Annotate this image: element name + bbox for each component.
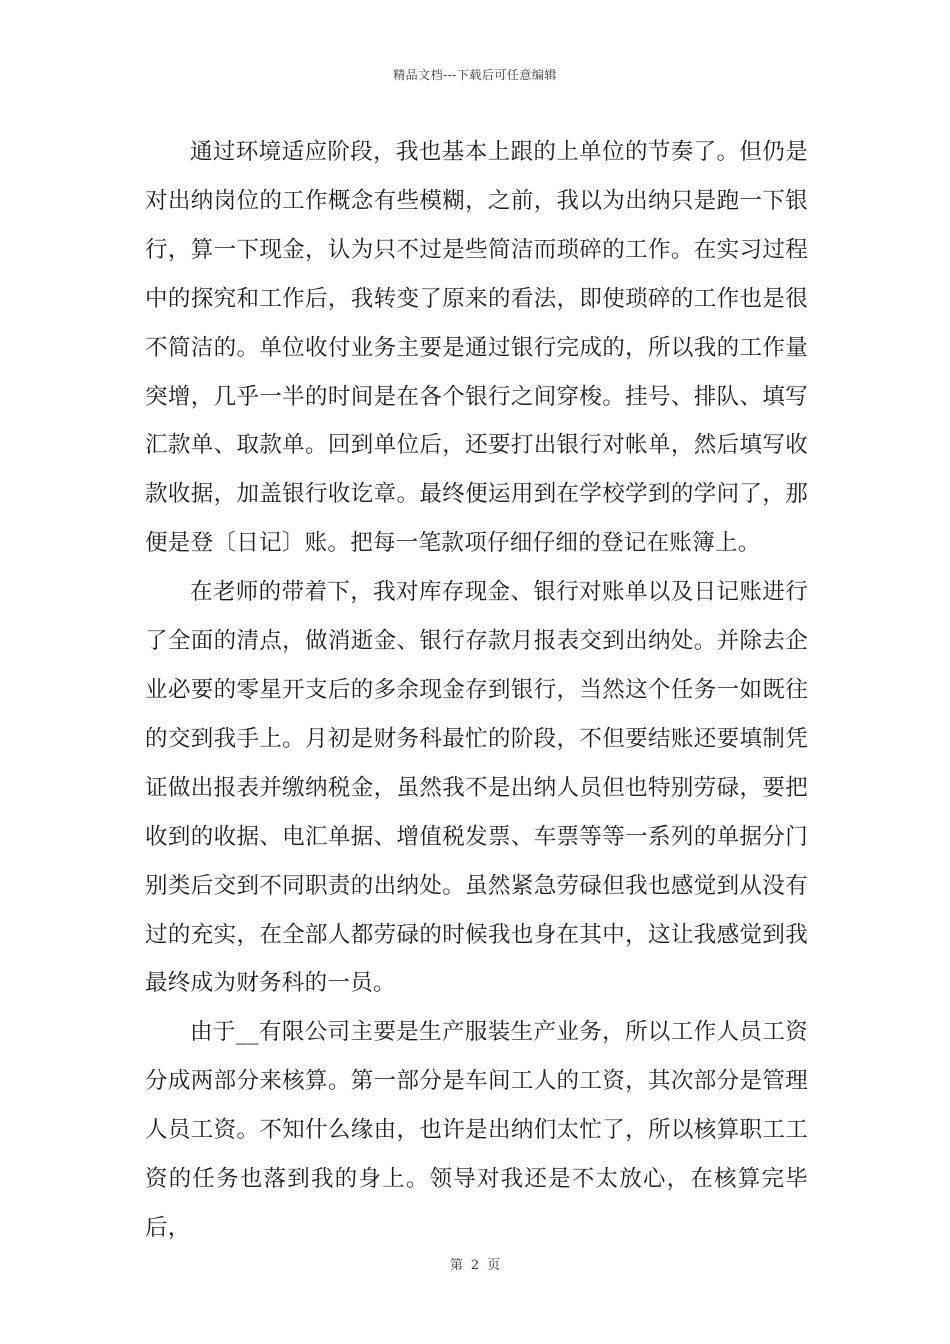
page-header: 精品文档---下载后可任意编辑 — [393, 68, 557, 82]
page-number: 2 — [470, 1258, 480, 1273]
paragraph-3: 由于__有限公司主要是生产服装生产业务，所以工作人员工资分成两部分来核算。第一部分是车间工人的工资，其次部分是管理人员工资。不知什么缘由，也许是出纳们太忙了，所以核算职工工资的任务也落到我的身上。领导对我还是不太放心，在核算完毕后， — [145, 1019, 808, 1241]
paragraph-1: 通过环境适应阶段，我也基本上跟的上单位的节奏了。但仍是对出纳岗位的工作概念有些模糊，之前，我以为出纳只是跑一下银行，算一下现金，认为只不过是些简洁而琐碎的工作。在实习过程中的探究和工作后，我转变了原来的看法，即使琐碎的工作也是很不简洁的。单位收付业务主要是通过银行完成的，所以我的工作量突增，几乎一半的时间是在各个银行之间穿梭。挂号、排队、填写汇款单、取款单。回到单位后，还要打出银行对帐单，然后填写收款收据，加盖银行收讫章。最终便运用到在学校学到的学问了，那便是登〔日记〕账。把每一笔款项仔细仔细的登记在账簿上。 — [145, 139, 808, 557]
document-body — [145, 128, 808, 1253]
page-footer — [0, 1254, 950, 1273]
page-number-prefix: 第 — [449, 1258, 463, 1273]
paragraph-2: 在老师的带着下，我对库存现金、银行对账单以及日记账进行了全面的清点，做消逝金、银行存款月报表交到出纳处。并除去企业必要的零星开支后的多余现金存到银行，当然这个任务一如既往的交到我手上。月初是财务科最忙的阶段，不但要结账还要填制凭证做出报表并缴纳税金，虽然我不是出纳人员但也特别劳碌，要把收到的收据、电汇单据、增值税发票、车票等等一系列的单据分门别类后交到不同职责的出纳处。虽然紧急劳碌但我也感觉到从没有过的充实，在全部人都劳碌的时候我也身在其中，这让我感觉到我最终成为财务科的一员。 — [145, 579, 808, 997]
page-number-suffix: 页 — [487, 1258, 501, 1273]
